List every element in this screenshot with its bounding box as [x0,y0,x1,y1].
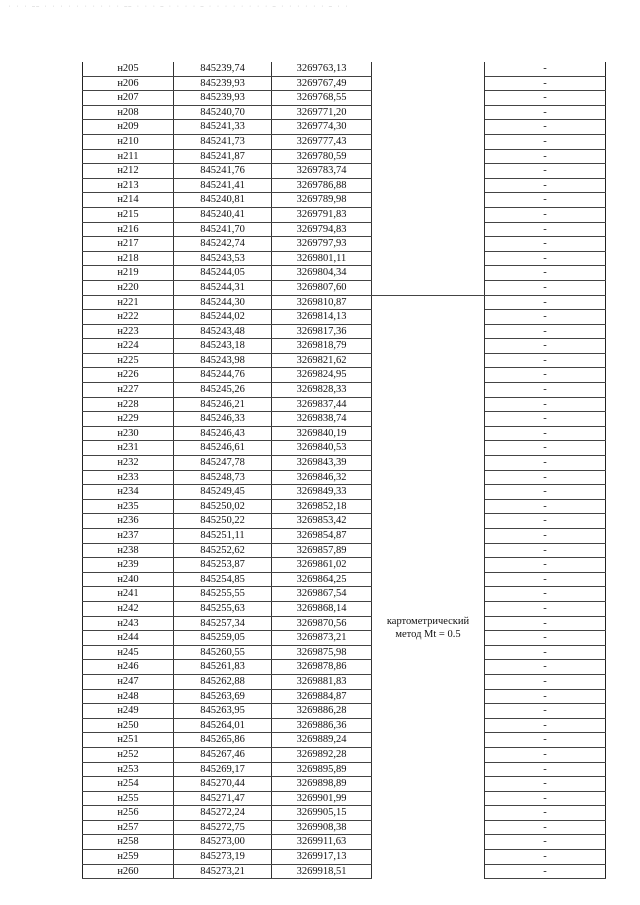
point-cell: н252 [83,747,174,762]
dash-cell: - [485,295,606,310]
point-cell: н255 [83,791,174,806]
y-coordinate-cell: 3269828,33 [272,383,372,398]
point-cell: н251 [83,733,174,748]
x-coordinate-cell: 845263,95 [174,704,272,719]
dash-cell: - [485,383,606,398]
point-cell: н227 [83,383,174,398]
x-coordinate-cell: 845270,44 [174,777,272,792]
y-coordinate-cell: 3269901,99 [272,791,372,806]
dash-cell: - [485,514,606,529]
point-cell: н260 [83,864,174,879]
x-coordinate-cell: 845259,05 [174,631,272,646]
x-coordinate-cell: 845243,53 [174,251,272,266]
point-cell: н211 [83,149,174,164]
point-cell: н225 [83,353,174,368]
point-cell: н246 [83,660,174,675]
table-row [83,222,606,237]
x-coordinate-cell: 845273,19 [174,850,272,865]
table-row [83,777,606,792]
dash-cell: - [485,324,606,339]
dash-cell: - [485,601,606,616]
y-coordinate-cell: 3269870,56 [272,616,372,631]
point-cell: н215 [83,207,174,222]
x-coordinate-cell: 845254,85 [174,572,272,587]
table-row [83,91,606,106]
dash-cell: - [485,193,606,208]
dash-cell: - [485,441,606,456]
dash-cell: - [485,689,606,704]
table-row [83,733,606,748]
x-coordinate-cell: 845239,74 [174,62,272,76]
y-coordinate-cell: 3269854,87 [272,529,372,544]
y-coordinate-cell: 3269768,55 [272,91,372,106]
accuracy-label: метод Mt = 0.5 [395,629,461,641]
table-row [83,178,606,193]
table-row [83,76,606,91]
table-row [83,280,606,295]
x-coordinate-cell: 845240,81 [174,193,272,208]
point-cell: н233 [83,470,174,485]
x-coordinate-cell: 845272,75 [174,820,272,835]
x-coordinate-cell: 845244,30 [174,295,272,310]
x-coordinate-cell: 845244,02 [174,310,272,325]
dash-cell: - [485,747,606,762]
y-coordinate-cell: 3269905,15 [272,806,372,821]
x-coordinate-cell: 845263,69 [174,689,272,704]
point-cell: н248 [83,689,174,704]
dash-cell: - [485,91,606,106]
y-coordinate-cell: 3269763,13 [272,62,372,76]
dash-cell: - [485,251,606,266]
x-coordinate-cell: 845243,48 [174,324,272,339]
point-cell: н220 [83,280,174,295]
y-coordinate-cell: 3269777,43 [272,134,372,149]
point-cell: н240 [83,572,174,587]
y-coordinate-cell: 3269840,53 [272,441,372,456]
y-coordinate-cell: 3269801,11 [272,251,372,266]
dash-cell: - [485,499,606,514]
table-row [83,543,606,558]
point-cell: н239 [83,558,174,573]
x-coordinate-cell: 845241,33 [174,120,272,135]
dash-cell: - [485,266,606,281]
y-coordinate-cell: 3269857,89 [272,543,372,558]
table-row [83,499,606,514]
dash-cell: - [485,149,606,164]
x-coordinate-cell: 845249,45 [174,485,272,500]
point-cell: н210 [83,134,174,149]
y-coordinate-cell: 3269868,14 [272,601,372,616]
dash-cell: - [485,426,606,441]
dash-cell: - [485,397,606,412]
dash-cell: - [485,76,606,91]
coordinates-table-body [83,62,606,879]
x-coordinate-cell: 845257,34 [174,616,272,631]
dash-cell: - [485,674,606,689]
dash-cell: - [485,850,606,865]
table-row [83,339,606,354]
x-coordinate-cell: 845255,55 [174,587,272,602]
dash-cell: - [485,353,606,368]
point-cell: н209 [83,120,174,135]
x-coordinate-cell: 845244,05 [174,266,272,281]
dash-cell: - [485,616,606,631]
point-cell: н221 [83,295,174,310]
y-coordinate-cell: 3269814,13 [272,310,372,325]
dash-cell: - [485,762,606,777]
table-row [83,134,606,149]
x-coordinate-cell: 845241,41 [174,178,272,193]
dash-cell: - [485,660,606,675]
dash-cell: - [485,645,606,660]
point-cell: н207 [83,91,174,106]
table-row [83,718,606,733]
table-row [83,120,606,135]
point-cell: н259 [83,850,174,865]
dash-cell: - [485,529,606,544]
point-cell: н238 [83,543,174,558]
point-cell: н222 [83,310,174,325]
point-cell: н243 [83,616,174,631]
table-row [83,426,606,441]
dash-cell: - [485,558,606,573]
y-coordinate-cell: 3269849,33 [272,485,372,500]
x-coordinate-cell: 845255,63 [174,601,272,616]
y-coordinate-cell: 3269917,13 [272,850,372,865]
dash-cell: - [485,237,606,252]
y-coordinate-cell: 3269837,44 [272,397,372,412]
x-coordinate-cell: 845243,18 [174,339,272,354]
x-coordinate-cell: 845267,46 [174,747,272,762]
dash-cell: - [485,587,606,602]
point-cell: н249 [83,704,174,719]
table-row [83,689,606,704]
y-coordinate-cell: 3269878,86 [272,660,372,675]
table-row [83,572,606,587]
x-coordinate-cell: 845273,21 [174,864,272,879]
dash-cell: - [485,820,606,835]
x-coordinate-cell: 845241,76 [174,164,272,179]
x-coordinate-cell: 845246,61 [174,441,272,456]
table-row [83,558,606,573]
table-row [83,456,606,471]
dash-cell: - [485,120,606,135]
dash-cell: - [485,470,606,485]
x-coordinate-cell: 845251,11 [174,529,272,544]
point-cell: н256 [83,806,174,821]
point-cell: н206 [83,76,174,91]
x-coordinate-cell: 845241,87 [174,149,272,164]
x-coordinate-cell: 845272,24 [174,806,272,821]
table-row [83,762,606,777]
table-row [83,470,606,485]
point-cell: н244 [83,631,174,646]
y-coordinate-cell: 3269821,62 [272,353,372,368]
dash-cell: - [485,543,606,558]
dash-cell: - [485,456,606,471]
table-row [83,266,606,281]
dash-cell: - [485,412,606,427]
dash-cell: - [485,835,606,850]
dash-cell: - [485,704,606,719]
point-cell: н258 [83,835,174,850]
table-row [83,806,606,821]
method-label: картометрический [386,616,470,628]
y-coordinate-cell: 3269873,21 [272,631,372,646]
y-coordinate-cell: 3269898,89 [272,777,372,792]
x-coordinate-cell: 845240,70 [174,105,272,120]
table-row [83,660,606,675]
y-coordinate-cell: 3269892,28 [272,747,372,762]
table-row [83,383,606,398]
y-coordinate-cell: 3269817,36 [272,324,372,339]
y-coordinate-cell: 3269895,89 [272,762,372,777]
x-coordinate-cell: 845250,02 [174,499,272,514]
y-coordinate-cell: 3269861,02 [272,558,372,573]
y-coordinate-cell: 3269853,42 [272,514,372,529]
x-coordinate-cell: 845246,21 [174,397,272,412]
dash-cell: - [485,733,606,748]
x-coordinate-cell: 845271,47 [174,791,272,806]
x-coordinate-cell: 845246,33 [174,412,272,427]
x-coordinate-cell: 845250,22 [174,514,272,529]
point-cell: н216 [83,222,174,237]
table-row [83,674,606,689]
x-coordinate-cell: 845247,78 [174,456,272,471]
table-row [83,295,606,310]
x-coordinate-cell: 845244,76 [174,368,272,383]
table-row [83,324,606,339]
point-cell: н234 [83,485,174,500]
point-cell: н226 [83,368,174,383]
dash-cell: - [485,368,606,383]
dash-cell: - [485,280,606,295]
table-row [83,645,606,660]
point-cell: н230 [83,426,174,441]
point-cell: н254 [83,777,174,792]
table-row [83,412,606,427]
y-coordinate-cell: 3269810,87 [272,295,372,310]
point-cell: н218 [83,251,174,266]
table-row [83,207,606,222]
dash-cell: - [485,207,606,222]
y-coordinate-cell: 3269884,87 [272,689,372,704]
x-coordinate-cell: 845248,73 [174,470,272,485]
point-cell: н212 [83,164,174,179]
y-coordinate-cell: 3269918,51 [272,864,372,879]
point-cell: н213 [83,178,174,193]
y-coordinate-cell: 3269840,19 [272,426,372,441]
y-coordinate-cell: 3269843,39 [272,456,372,471]
table-row [83,587,606,602]
dash-cell: - [485,134,606,149]
table-row [83,631,606,646]
y-coordinate-cell: 3269846,32 [272,470,372,485]
dash-cell: - [485,806,606,821]
x-coordinate-cell: 845241,73 [174,134,272,149]
dash-cell: - [485,485,606,500]
table-row [83,353,606,368]
x-coordinate-cell: 845265,86 [174,733,272,748]
method-cell-upper [372,62,485,295]
point-cell: н205 [83,62,174,76]
table-row [83,251,606,266]
point-cell: н236 [83,514,174,529]
point-cell: н250 [83,718,174,733]
y-coordinate-cell: 3269908,38 [272,820,372,835]
y-coordinate-cell: 3269838,74 [272,412,372,427]
point-cell: н229 [83,412,174,427]
point-cell: н253 [83,762,174,777]
table-row [83,105,606,120]
table-row [83,529,606,544]
x-coordinate-cell: 845242,74 [174,237,272,252]
y-coordinate-cell: 3269886,36 [272,718,372,733]
y-coordinate-cell: 3269794,83 [272,222,372,237]
y-coordinate-cell: 3269771,20 [272,105,372,120]
y-coordinate-cell: 3269780,59 [272,149,372,164]
x-coordinate-cell: 845239,93 [174,76,272,91]
y-coordinate-cell: 3269804,34 [272,266,372,281]
table-row [83,193,606,208]
y-coordinate-cell: 3269886,28 [272,704,372,719]
table-row [83,514,606,529]
y-coordinate-cell: 3269767,49 [272,76,372,91]
table-row [83,62,606,76]
point-cell: н241 [83,587,174,602]
x-coordinate-cell: 845262,88 [174,674,272,689]
y-coordinate-cell: 3269807,60 [272,280,372,295]
table-row [83,820,606,835]
y-coordinate-cell: 3269911,63 [272,835,372,850]
dash-cell: - [485,164,606,179]
x-coordinate-cell: 845239,93 [174,91,272,106]
dash-cell: - [485,222,606,237]
point-cell: н208 [83,105,174,120]
point-cell: н247 [83,674,174,689]
dash-cell: - [485,572,606,587]
point-cell: н219 [83,266,174,281]
dash-cell: - [485,718,606,733]
y-coordinate-cell: 3269852,18 [272,499,372,514]
x-coordinate-cell: 845240,41 [174,207,272,222]
dash-cell: - [485,310,606,325]
y-coordinate-cell: 3269774,30 [272,120,372,135]
table-row [83,747,606,762]
x-coordinate-cell: 845241,70 [174,222,272,237]
table-row [83,601,606,616]
dash-cell: - [485,777,606,792]
table-row [83,616,606,631]
y-coordinate-cell: 3269889,24 [272,733,372,748]
table-row [83,864,606,879]
x-coordinate-cell: 845273,00 [174,835,272,850]
x-coordinate-cell: 845264,01 [174,718,272,733]
dash-cell: - [485,864,606,879]
point-cell: н237 [83,529,174,544]
table-row [83,441,606,456]
y-coordinate-cell: 3269867,54 [272,587,372,602]
dash-cell: - [485,339,606,354]
table-row [83,237,606,252]
y-coordinate-cell: 3269789,98 [272,193,372,208]
y-coordinate-cell: 3269786,88 [272,178,372,193]
point-cell: н257 [83,820,174,835]
dash-cell: - [485,178,606,193]
x-coordinate-cell: 845244,31 [174,280,272,295]
table-row [83,368,606,383]
x-coordinate-cell: 845261,83 [174,660,272,675]
y-coordinate-cell: 3269875,98 [272,645,372,660]
y-coordinate-cell: 3269818,79 [272,339,372,354]
table-row [83,850,606,865]
x-coordinate-cell: 845246,43 [174,426,272,441]
table-row [83,164,606,179]
point-cell: н217 [83,237,174,252]
table-row [83,835,606,850]
table-row [83,791,606,806]
dash-cell: - [485,631,606,646]
table-row [83,485,606,500]
page-header-scan-noise: · · · —— · · · · · · · · · · —— · · · — · · · · — · · · · · · · · — · · · · · · — · · [8,4,349,10]
table-row [83,149,606,164]
dash-cell: - [485,791,606,806]
dash-cell: - [485,105,606,120]
x-coordinate-cell: 845260,55 [174,645,272,660]
dash-cell: - [485,62,606,76]
table-row [83,397,606,412]
point-cell: н231 [83,441,174,456]
point-cell: н214 [83,193,174,208]
table-row [83,310,606,325]
point-cell: н232 [83,456,174,471]
y-coordinate-cell: 3269791,83 [272,207,372,222]
y-coordinate-cell: 3269881,83 [272,674,372,689]
x-coordinate-cell: 845243,98 [174,353,272,368]
point-cell: н228 [83,397,174,412]
coordinates-table [82,62,606,879]
x-coordinate-cell: 845252,62 [174,543,272,558]
point-cell: н245 [83,645,174,660]
x-coordinate-cell: 845253,87 [174,558,272,573]
point-cell: н235 [83,499,174,514]
y-coordinate-cell: 3269783,74 [272,164,372,179]
y-coordinate-cell: 3269797,93 [272,237,372,252]
method-cell [372,295,485,879]
x-coordinate-cell: 845269,17 [174,762,272,777]
point-cell: н223 [83,324,174,339]
table-row [83,704,606,719]
point-cell: н224 [83,339,174,354]
x-coordinate-cell: 845245,26 [174,383,272,398]
y-coordinate-cell: 3269824,95 [272,368,372,383]
y-coordinate-cell: 3269864,25 [272,572,372,587]
point-cell: н242 [83,601,174,616]
